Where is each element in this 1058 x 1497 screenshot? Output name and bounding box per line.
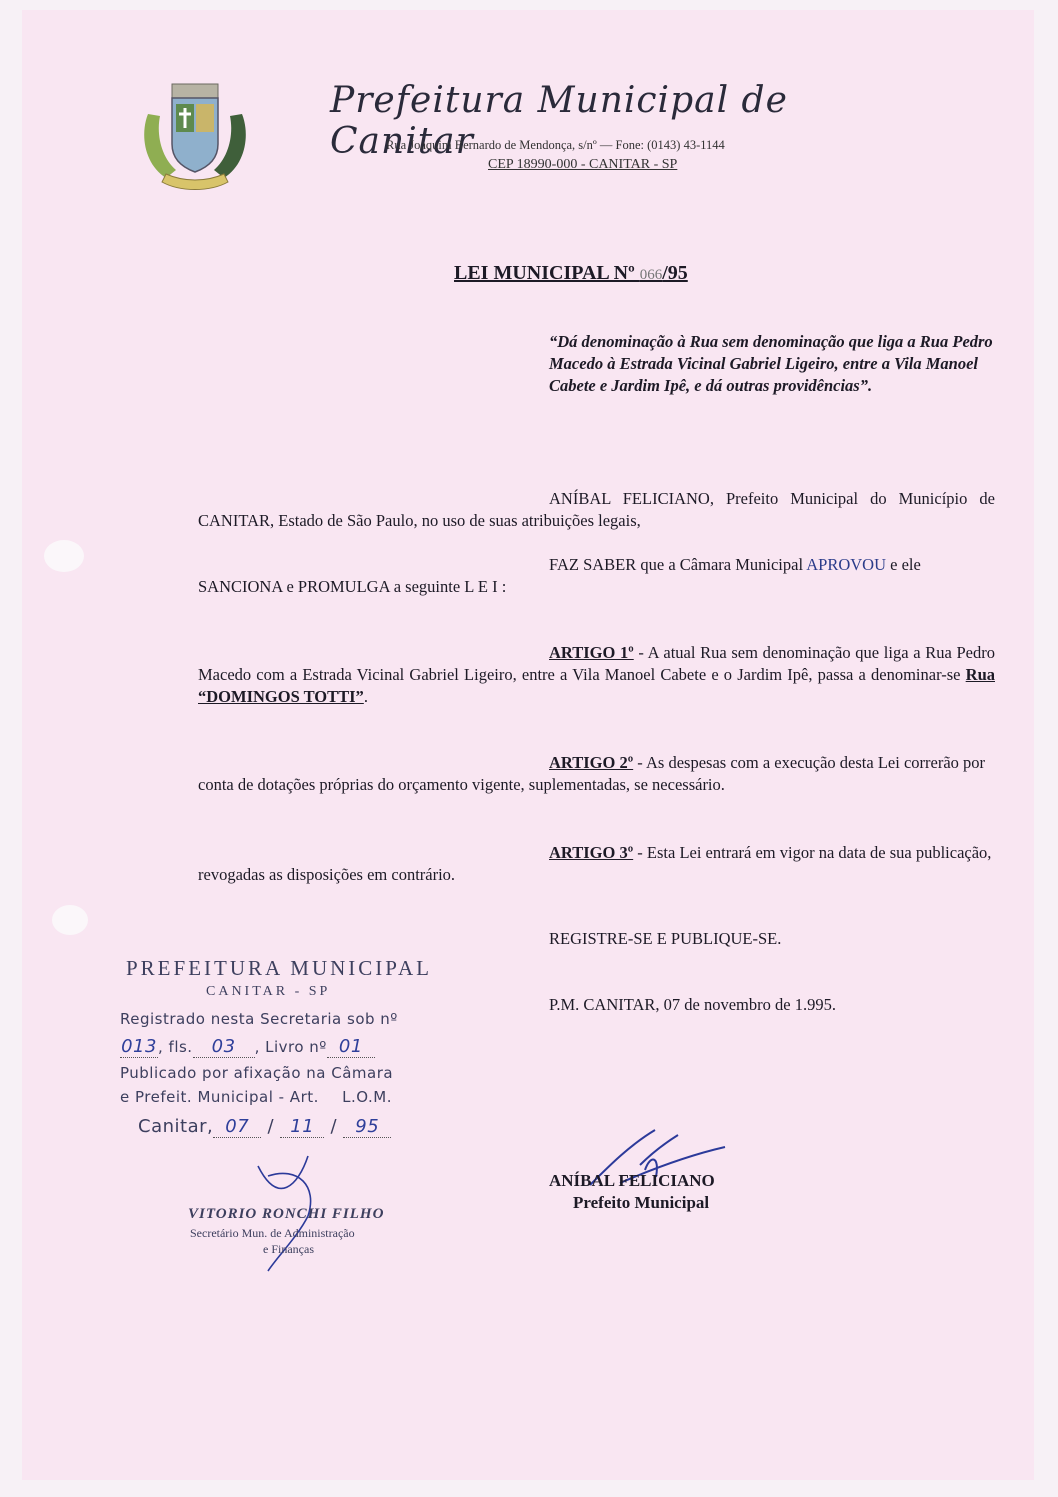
stamp-date-line: Canitar, 07 / 11 / 95 <box>138 1116 391 1138</box>
stamp-line-2 <box>120 1036 375 1058</box>
stamp-secretary-line-2: e Finanças <box>263 1242 314 1256</box>
stamp-month: 11 <box>280 1116 324 1138</box>
stamp-signer: VITORIO RONCHI FILHO <box>188 1206 385 1222</box>
article-1-end: . <box>363 687 368 706</box>
article-1-label: ARTIGO 1º <box>549 643 634 662</box>
stamp-day: 07 <box>213 1116 261 1138</box>
article-2-text: - As despesas com a execução desta Lei correrão por conta de dotações próprias do orçamento vigente, suplementadas, se necessário. <box>198 753 986 794</box>
paragraph-faz-saber <box>198 554 995 598</box>
article-2 <box>198 752 995 796</box>
street-name: Rua “DOMINGOS TOTTI” <box>198 665 995 706</box>
article-3-text: - Esta Lei entrará em vigor na data de sua publicação, revogadas as disposições em contrário. <box>198 843 992 884</box>
coat-of-arms-icon <box>136 74 254 196</box>
article-3-label: ARTIGO 3º <box>549 843 634 862</box>
stamp-livro: 01 <box>327 1036 375 1058</box>
law-number: 066 <box>639 267 663 283</box>
stamp-lom: L.O.M. <box>342 1088 392 1106</box>
stamp-line-1: Registrado nesta Secretaria sob nº <box>120 1010 398 1028</box>
faz-saber-text: FAZ SABER que a Câmara Municipal <box>549 555 807 574</box>
law-ementa: “Dá denominação à Rua sem denominação que liga a Rua Pedro Macedo à Estrada Vicinal Gabriel Ligeiro, entre a Vila Manoel Cabete e Jardim Ipê, e dá outras providências”. <box>549 332 993 395</box>
header-title: Prefeitura Municipal de Canitar <box>330 80 788 162</box>
signer-role: Prefeito Municipal <box>573 1193 710 1212</box>
law-title <box>454 262 688 285</box>
article-3 <box>198 842 995 886</box>
stamp-fls: 03 <box>193 1036 255 1058</box>
signer-name: ANÍBAL FELICIANO <box>549 1171 715 1190</box>
stamp-livro-label: , Livro nº <box>254 1038 327 1056</box>
paper-hole-top <box>44 540 84 572</box>
article-1 <box>198 642 995 708</box>
stamp-line-4 <box>120 1088 392 1106</box>
stamp-reg-no: 013 <box>121 1036 157 1057</box>
paper-hole-bottom <box>52 905 88 935</box>
law-title-prefix: LEI MUNICIPAL Nº <box>454 262 640 284</box>
stamp-line-3: Publicado por afixação na Câmara <box>120 1064 394 1082</box>
aprovou-word: APROVOU <box>806 555 887 574</box>
stamp-fls-label: , fls. <box>158 1038 193 1056</box>
stamp-subtitle: CANITAR - SP <box>206 984 331 999</box>
article-1-text: - A atual Rua sem denominação que liga a Rua Pedro Macedo com a Estrada Vicinal Gabriel Ligeiro, entre a Vila Manoel Cabete e o Jardim Ipê, passa a denominar-se <box>198 643 995 684</box>
stamp-year: 95 <box>343 1116 391 1138</box>
faz-saber-text-end: e ele SANCIONA e PROMULGA a seguinte L E I : <box>198 555 921 596</box>
place-date: P.M. CANITAR, 07 de novembro de 1.995. <box>549 995 836 1014</box>
law-title-suffix: /95 <box>662 262 688 284</box>
stamp-line-4-text: e Prefeit. Municipal - Art. <box>120 1088 319 1106</box>
paragraph-intro <box>198 488 995 532</box>
intro-text: ANÍBAL FELICIANO, Prefeito Municipal do Município de CANITAR, Estado de São Paulo, no uso de suas atribuições legais, <box>198 489 995 530</box>
registration-stamp <box>118 956 448 1276</box>
registre-line: REGISTRE-SE E PUBLIQUE-SE. <box>549 929 782 948</box>
stamp-secretary-line-1: Secretário Mun. de Administração <box>190 1226 355 1240</box>
header-address: Rua Joaquim Bernardo de Mendonça, s/nº — Fone: (0143) 43-1144 <box>386 138 725 152</box>
article-2-label: ARTIGO 2º <box>549 753 634 772</box>
header-cep: CEP 18990-000 - CANITAR - SP <box>488 157 678 172</box>
stamp-canitar-label: Canitar, <box>138 1116 214 1137</box>
stamp-title: PREFEITURA MUNICIPAL <box>126 956 433 980</box>
